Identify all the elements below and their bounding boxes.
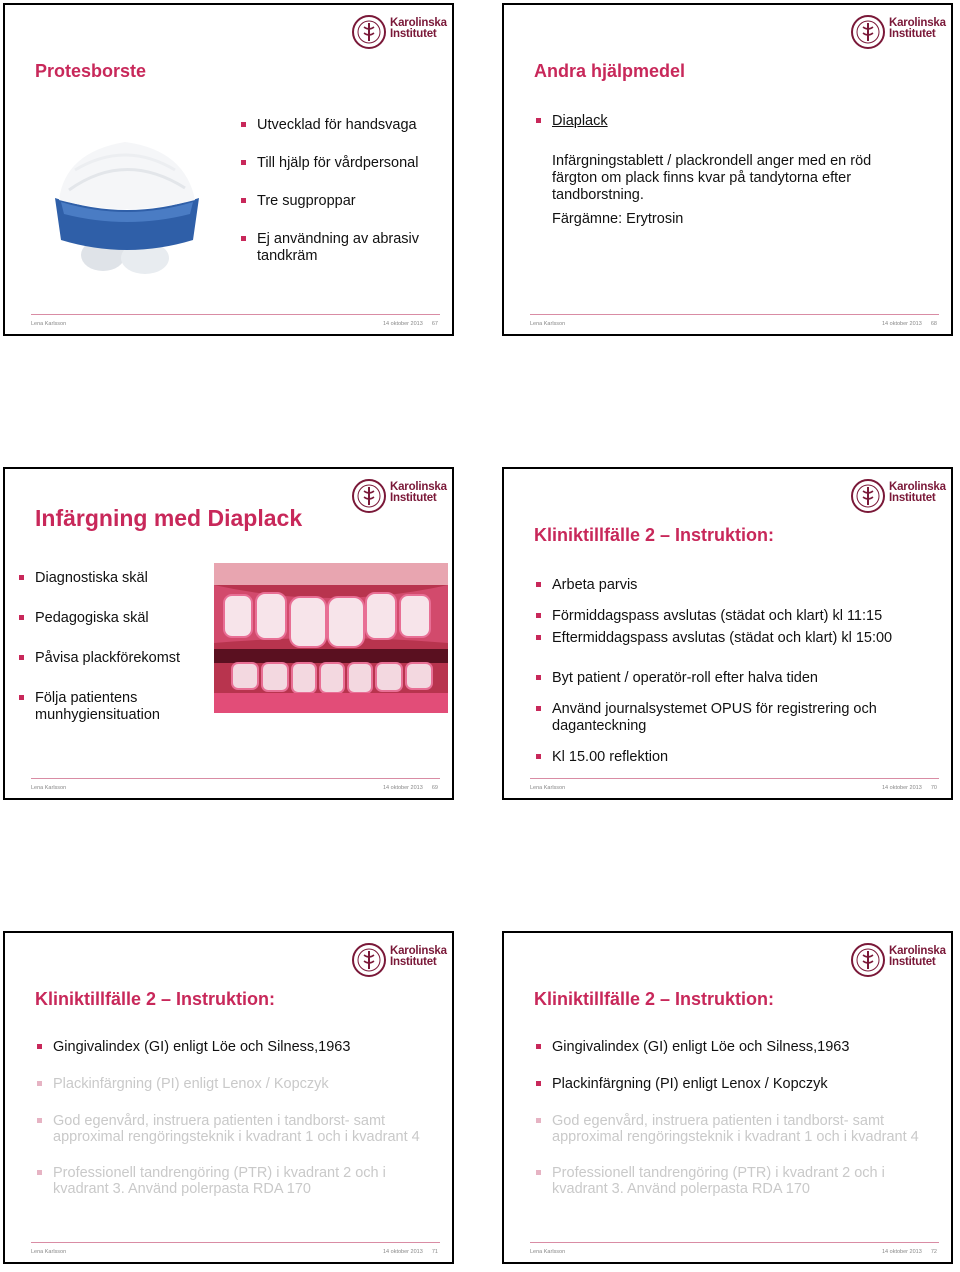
bullet-item: Diagnostiska skäl	[19, 570, 209, 587]
bullet-list	[19, 570, 209, 724]
logo-line2: Institutet	[889, 492, 936, 504]
footer-divider	[31, 314, 440, 315]
bullet-list	[536, 577, 936, 766]
bullet-item: Plackinfärgning (PI) enligt Lenox / Kopczyk	[536, 1076, 921, 1093]
bullet-item: God egenvård, instruera patienten i tandborst- samt approximal rengöringsteknik i kvadrant 1 och i kvadrant 4	[536, 1113, 921, 1145]
footer-author: Lena Karlsson	[31, 321, 67, 327]
bullet-item: Gingivalindex (GI) enligt Löe och Silness,1963	[37, 1039, 422, 1056]
diaplack-link[interactable]: Diaplack	[536, 113, 916, 130]
footer-author: Lena Karlsson	[31, 785, 67, 791]
bullet-list	[241, 117, 441, 265]
footer-date: 14 oktober 2013	[882, 785, 922, 791]
diaplack-description: Infärgningstablett / plackrondell anger med en röd färgton om plack finns kvar på tandytorna efter tandborstning.	[552, 153, 872, 203]
slide-title: Kliniktillfälle 2 – Instruktion:	[35, 989, 276, 1009]
logo-line2: Institutet	[390, 28, 437, 40]
slide-67	[3, 3, 454, 336]
bullet-item: Följa patientens munhygiensituation	[19, 690, 209, 724]
karolinska-logo	[350, 13, 447, 51]
bullet-item: Eftermiddagspass avslutas (städat och klart) kl 15:00	[536, 630, 936, 647]
slide-69	[3, 467, 454, 800]
footer-divider	[31, 1242, 440, 1243]
bullet-item: Till hjälp för vårdpersonal	[241, 155, 441, 172]
slide-72	[502, 931, 953, 1264]
bullet-item: Gingivalindex (GI) enligt Löe och Silness,1963	[536, 1039, 921, 1056]
logo-line2: Institutet	[390, 492, 437, 504]
logo-line1: Karolinska	[889, 945, 946, 957]
logo-line1: Karolinska	[889, 481, 946, 493]
footer-date: 14 oktober 2013	[383, 1249, 423, 1255]
logo-line2: Institutet	[390, 956, 437, 968]
bullet-item: Förmiddagspass avslutas (städat och klart) kl 11:15	[536, 608, 936, 625]
logo-line1: Karolinska	[390, 945, 447, 957]
ki-seal-icon	[350, 13, 388, 51]
footer-author: Lena Karlsson	[31, 1249, 67, 1255]
karolinska-logo	[849, 477, 946, 515]
bullet-list	[536, 113, 916, 130]
slide-number: 72	[930, 1249, 937, 1255]
footer-date: 14 oktober 2013	[882, 321, 922, 327]
footer-divider	[31, 778, 440, 779]
slide-number: 71	[431, 1249, 438, 1255]
slide-title: Andra hjälpmedel	[534, 61, 686, 81]
slide-70	[502, 467, 953, 800]
karolinska-logo	[849, 941, 946, 979]
slide-68	[502, 3, 953, 336]
footer-date: 14 oktober 2013	[882, 1249, 922, 1255]
logo-line1: Karolinska	[390, 17, 447, 29]
footer-author: Lena Karlsson	[530, 785, 566, 791]
bullet-item: Pedagogiska skäl	[19, 610, 209, 627]
bullet-item: Ej användning av abrasiv tandkräm	[241, 231, 441, 265]
slide-71	[3, 931, 454, 1264]
ki-seal-icon	[849, 13, 887, 51]
bullet-item: Professionell tandrengöring (PTR) i kvadrant 2 och i kvadrant 3. Använd polerpasta RDA 170	[536, 1165, 921, 1197]
slide-title: Kliniktillfälle 2 – Instruktion:	[534, 525, 775, 545]
slide-number: 70	[930, 785, 937, 791]
stained-teeth-photo	[214, 563, 448, 713]
bullet-list	[37, 1039, 422, 1197]
ki-seal-icon	[350, 941, 388, 979]
footer-divider	[530, 314, 939, 315]
footer-author: Lena Karlsson	[530, 321, 566, 327]
slide-title: Infärgning med Diaplack	[35, 505, 303, 531]
bullet-item: Tre sugproppar	[241, 193, 441, 210]
slide-number: 69	[431, 785, 438, 791]
karolinska-logo	[350, 477, 447, 515]
denture-brush-image	[45, 130, 210, 280]
footer-date: 14 oktober 2013	[383, 321, 423, 327]
footer-author: Lena Karlsson	[530, 1249, 566, 1255]
ki-seal-icon	[350, 477, 388, 515]
dye-info: Färgämne: Erytrosin	[552, 211, 684, 227]
ki-seal-icon	[849, 941, 887, 979]
slide-title: Protesborste	[35, 61, 147, 81]
bullet-list	[536, 1039, 921, 1197]
footer-date: 14 oktober 2013	[383, 785, 423, 791]
bullet-item: Plackinfärgning (PI) enligt Lenox / Kopczyk	[37, 1076, 422, 1093]
bullet-item: Professionell tandrengöring (PTR) i kvadrant 2 och i kvadrant 3. Använd polerpasta RDA 170	[37, 1165, 422, 1197]
footer-divider	[530, 778, 939, 779]
slide-title: Kliniktillfälle 2 – Instruktion:	[534, 989, 775, 1009]
bullet-item: Byt patient / operatör-roll efter halva tiden	[536, 670, 936, 687]
logo-line1: Karolinska	[390, 481, 447, 493]
bullet-item: Kl 15.00 reflektion	[536, 749, 936, 766]
bullet-item: God egenvård, instruera patienten i tandborst- samt approximal rengöringsteknik i kvadrant 1 och i kvadrant 4	[37, 1113, 422, 1145]
karolinska-logo	[350, 941, 447, 979]
logo-line2: Institutet	[889, 956, 936, 968]
bullet-item: Påvisa plackförekomst	[19, 650, 209, 667]
karolinska-logo	[849, 13, 946, 51]
logo-line2: Institutet	[889, 28, 936, 40]
bullet-item: Arbeta parvis	[536, 577, 936, 594]
logo-line1: Karolinska	[889, 17, 946, 29]
ki-seal-icon	[849, 477, 887, 515]
slide-number: 67	[431, 321, 438, 327]
footer-divider	[530, 1242, 939, 1243]
bullet-item: Använd journalsystemet OPUS för registrering och daganteckning	[536, 701, 936, 735]
slide-number: 68	[930, 321, 937, 327]
bullet-item: Utvecklad för handsvaga	[241, 117, 441, 134]
